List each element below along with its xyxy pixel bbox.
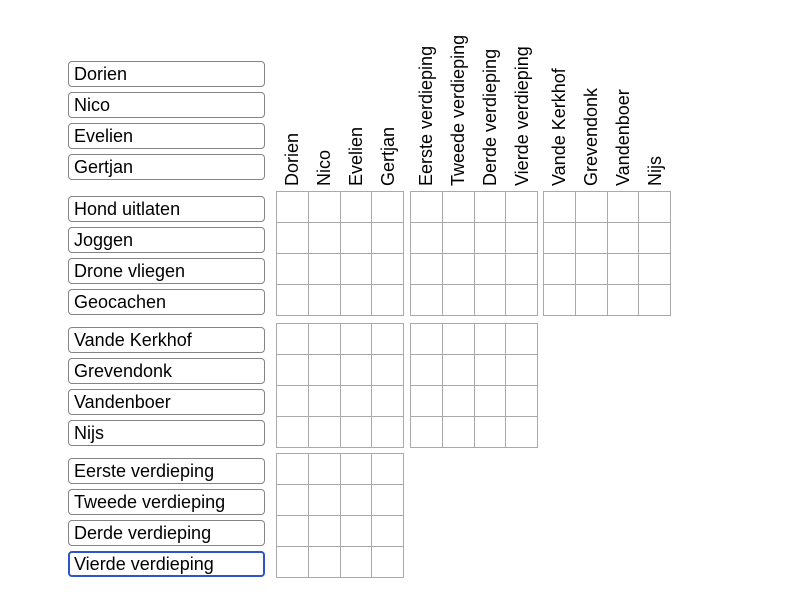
column-header: Grevendonk [581, 87, 601, 186]
grid-cell[interactable] [341, 324, 372, 354]
grid-cell[interactable] [341, 192, 372, 222]
grid-cell[interactable] [506, 417, 537, 447]
grid-block-activities-floors [410, 191, 538, 316]
grid-cell[interactable] [544, 254, 575, 284]
names-item-input[interactable] [68, 154, 265, 180]
grid-cell[interactable] [443, 417, 474, 447]
grid-cell[interactable] [506, 254, 537, 284]
grid-cell[interactable] [411, 254, 442, 284]
names-item-input[interactable] [68, 92, 265, 118]
names-item-input[interactable] [68, 123, 265, 149]
grid-cell[interactable] [372, 386, 403, 416]
grid-cell[interactable] [608, 192, 639, 222]
grid-cell[interactable] [341, 254, 372, 284]
grid-cell[interactable] [372, 547, 403, 577]
grid-cell[interactable] [309, 324, 340, 354]
grid-cell[interactable] [277, 192, 308, 222]
column-header: Vande Kerkhof [549, 68, 569, 186]
grid-cell[interactable] [443, 223, 474, 253]
grid-cell[interactable] [372, 355, 403, 385]
grid-cell[interactable] [443, 285, 474, 315]
grid-cell[interactable] [277, 355, 308, 385]
grid-cell[interactable] [576, 285, 607, 315]
grid-cell[interactable] [372, 285, 403, 315]
column-header: Gertjan [378, 126, 398, 186]
grid-cell[interactable] [544, 192, 575, 222]
grid-cell[interactable] [309, 547, 340, 577]
grid-cell[interactable] [443, 324, 474, 354]
grid-cell[interactable] [277, 485, 308, 515]
grid-block-activities-surnames [543, 191, 671, 316]
grid-cell[interactable] [277, 516, 308, 546]
grid-cell[interactable] [608, 223, 639, 253]
surnames-item-input[interactable] [68, 358, 265, 384]
grid-cell[interactable] [341, 386, 372, 416]
grid-cell[interactable] [341, 454, 372, 484]
column-header: Vandenboer [613, 89, 633, 186]
grid-cell[interactable] [277, 454, 308, 484]
floors-item-input[interactable] [68, 458, 265, 484]
grid-cell[interactable] [372, 485, 403, 515]
grid-cell[interactable] [443, 386, 474, 416]
grid-cell[interactable] [341, 285, 372, 315]
grid-cell[interactable] [506, 355, 537, 385]
grid-cell[interactable] [443, 192, 474, 222]
grid-cell[interactable] [506, 223, 537, 253]
activities-item-input[interactable] [68, 227, 265, 253]
grid-cell[interactable] [341, 355, 372, 385]
grid-cell[interactable] [475, 324, 506, 354]
grid-cell[interactable] [639, 285, 670, 315]
column-header: Tweede verdieping [448, 34, 468, 186]
names-item-input[interactable] [68, 61, 265, 87]
grid-cell[interactable] [372, 324, 403, 354]
floors-item-input[interactable] [68, 489, 265, 515]
grid-cell[interactable] [475, 355, 506, 385]
grid-cell[interactable] [341, 417, 372, 447]
floors-item-input-focused[interactable] [68, 551, 265, 577]
grid-cell[interactable] [475, 192, 506, 222]
activities-item-input[interactable] [68, 196, 265, 222]
column-header: Dorien [282, 132, 302, 186]
grid-cell[interactable] [309, 192, 340, 222]
grid-cell[interactable] [506, 285, 537, 315]
grid-cell[interactable] [309, 516, 340, 546]
grid-cell[interactable] [277, 417, 308, 447]
column-header: Derde verdieping [480, 48, 500, 186]
column-header: Nico [314, 149, 334, 186]
grid-cell[interactable] [309, 355, 340, 385]
grid-block-activities-names [276, 191, 404, 316]
grid-cell[interactable] [411, 192, 442, 222]
grid-cell[interactable] [372, 454, 403, 484]
grid-cell[interactable] [309, 485, 340, 515]
grid-cell[interactable] [341, 223, 372, 253]
grid-cell[interactable] [372, 192, 403, 222]
floors-item-input[interactable] [68, 520, 265, 546]
grid-cell[interactable] [639, 223, 670, 253]
grid-cell[interactable] [309, 454, 340, 484]
activities-item-input[interactable] [68, 289, 265, 315]
grid-cell[interactable] [341, 547, 372, 577]
grid-block-floors-names [276, 453, 404, 578]
grid-cell[interactable] [576, 192, 607, 222]
grid-block-surnames-names [276, 323, 404, 448]
grid-cell[interactable] [544, 285, 575, 315]
grid-cell[interactable] [576, 223, 607, 253]
grid-cell[interactable] [309, 223, 340, 253]
grid-cell[interactable] [372, 417, 403, 447]
grid-cell[interactable] [506, 192, 537, 222]
grid-cell[interactable] [506, 386, 537, 416]
grid-block-surnames-floors [410, 323, 538, 448]
grid-cell[interactable] [309, 254, 340, 284]
surnames-item-input[interactable] [68, 389, 265, 415]
grid-cell[interactable] [277, 223, 308, 253]
grid-cell[interactable] [411, 223, 442, 253]
activities-item-input[interactable] [68, 258, 265, 284]
grid-cell[interactable] [411, 417, 442, 447]
grid-cell[interactable] [309, 417, 340, 447]
grid-cell[interactable] [475, 417, 506, 447]
grid-cell[interactable] [411, 285, 442, 315]
grid-cell[interactable] [443, 254, 474, 284]
grid-cell[interactable] [372, 516, 403, 546]
grid-cell[interactable] [411, 355, 442, 385]
row-label-group-activities [68, 196, 265, 315]
grid-cell[interactable] [277, 547, 308, 577]
column-header: Vierde verdieping [512, 46, 532, 186]
grid-cell[interactable] [608, 254, 639, 284]
grid-cell[interactable] [475, 254, 506, 284]
grid-cell[interactable] [341, 516, 372, 546]
grid-cell[interactable] [506, 324, 537, 354]
grid-cell[interactable] [475, 285, 506, 315]
grid-cell[interactable] [309, 285, 340, 315]
grid-cell[interactable] [443, 355, 474, 385]
grid-cell[interactable] [576, 254, 607, 284]
grid-cell[interactable] [277, 324, 308, 354]
grid-cell[interactable] [639, 254, 670, 284]
grid-cell[interactable] [475, 386, 506, 416]
grid-cell[interactable] [639, 192, 670, 222]
column-header: Eerste verdieping [416, 45, 436, 186]
row-label-group-floors [68, 458, 265, 577]
grid-cell[interactable] [277, 254, 308, 284]
grid-cell[interactable] [372, 254, 403, 284]
surnames-item-input[interactable] [68, 327, 265, 353]
grid-cell[interactable] [544, 223, 575, 253]
grid-cell[interactable] [309, 386, 340, 416]
grid-cell[interactable] [277, 285, 308, 315]
grid-cell[interactable] [372, 223, 403, 253]
grid-cell[interactable] [411, 386, 442, 416]
column-header: Nijs [645, 156, 665, 186]
grid-cell[interactable] [475, 223, 506, 253]
row-label-group-surnames [68, 327, 265, 446]
column-header: Evelien [346, 126, 366, 186]
surnames-item-input[interactable] [68, 420, 265, 446]
grid-cell[interactable] [411, 324, 442, 354]
row-label-group-names [68, 61, 265, 180]
grid-cell[interactable] [608, 285, 639, 315]
grid-cell[interactable] [277, 386, 308, 416]
grid-cell[interactable] [341, 485, 372, 515]
